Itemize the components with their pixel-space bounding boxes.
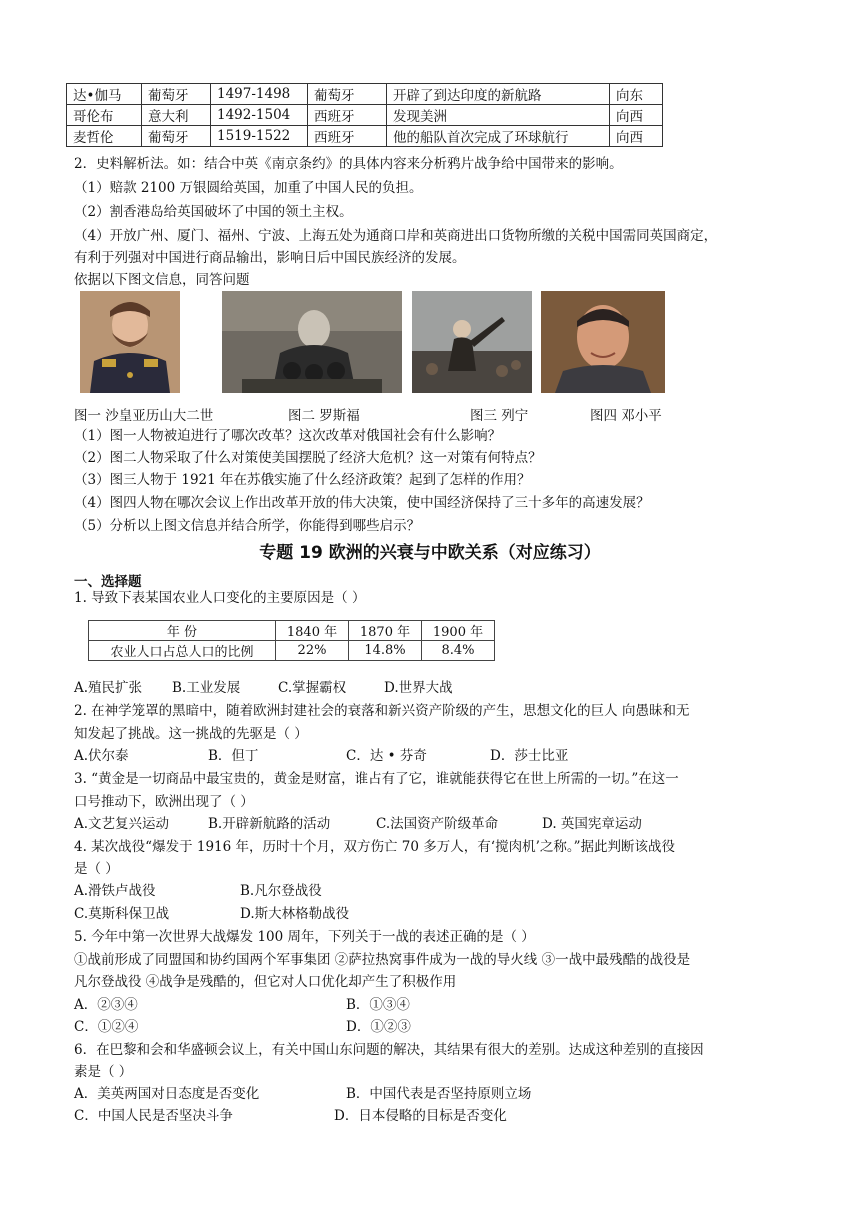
q4-option-d: D.斯大林格勒战役 [240, 906, 350, 922]
method-point-4a: （4）开放广州、厦门、福州、宁波、上海五处为通商口岸和英商进出口货物所缴的关税中国需同英国商定， [74, 228, 718, 244]
q6-option-b: B．中国代表是否坚持原则立场 [346, 1086, 532, 1102]
caption-3: 图三 列宁 [470, 408, 529, 424]
table-cell: 向东 [610, 84, 663, 105]
portrait-deng-xiaoping [541, 291, 665, 393]
q1-option-d: D.世界大战 [384, 680, 453, 696]
q4-stem-b: 是（ ） [74, 861, 119, 877]
q4-option-c: C.莫斯科保卫战 [74, 906, 170, 922]
section-heading: 一、选择题 [74, 574, 142, 590]
q1-option-b: B.工业发展 [172, 680, 241, 696]
table-cell: 西班牙 [308, 105, 387, 126]
q4-stem-a: 4. 某次战役“爆发于 1916 年，历时十个月，双方伤亡 70 多万人，有‘搅肉机’之称。”据此判断该战役 [74, 839, 676, 855]
q5-option-a: A．②③④ [74, 997, 138, 1013]
table-cell: 西班牙 [308, 126, 387, 147]
caption-1: 图一 沙皇亚历山大二世 [74, 408, 214, 424]
agri-population-table [88, 620, 495, 661]
table-cell: 8.4% [422, 641, 495, 661]
method-point-4b: 有利于列强对中国进行商品输出，影响日后中国民族经济的发展。 [74, 250, 466, 266]
method-point-2: （2）割香港岛给英国破坏了中国的领土主权。 [74, 204, 353, 220]
table-cell: 发现美洲 [387, 105, 610, 126]
photo-question-3: （3）图三人物于 1921 年在苏俄实施了什么经济政策？起到了怎样的作用？ [74, 472, 531, 488]
q2-stem-a: 2. 在神学笼罩的黑暗中，随着欧洲封建社会的衰落和新兴资产阶级的产生，思想文化的巨人 向愚昧和无 [74, 703, 690, 719]
table-cell: 农业人口占总人口的比例 [89, 641, 276, 661]
photo-question-1: （1）图一人物被迫进行了哪次改革？这次改革对俄国社会有什么影响？ [74, 428, 502, 444]
photo-question-4: （4）图四人物在哪次会议上作出改革开放的伟大决策，使中国经济保持了三十多年的高速发展？ [74, 495, 650, 511]
q5-stem: 5. 今年中第一次世界大战爆发 100 周年，下列关于一战的表述正确的是（ ） [74, 929, 535, 945]
q6-option-d: D．日本侵略的目标是否变化 [334, 1108, 507, 1124]
photo-roosevelt [222, 291, 402, 393]
q4-option-b: B.凡尔登战役 [240, 883, 322, 899]
q2-option-b: B．但丁 [208, 748, 259, 764]
table-cell: 葡萄牙 [308, 84, 387, 105]
q3-option-d: D. 英国宪章运动 [542, 816, 642, 832]
portrait-alexander-ii [80, 291, 180, 393]
photo-lenin [412, 291, 532, 393]
q2-option-a: A.伏尔泰 [74, 748, 129, 764]
q2-stem-b: 知发起了挑战。这一挑战的先驱是（ ） [74, 726, 308, 742]
table-cell: 葡萄牙 [142, 126, 211, 147]
table-cell: 开辟了到达印度的新航路 [387, 84, 610, 105]
q2-option-d: D．莎士比亚 [490, 748, 569, 764]
method-heading: 2．史料解析法。如：结合中英《南京条约》的具体内容来分析鸦片战争给中国带来的影响。 [74, 156, 623, 172]
caption-2: 图二 罗斯福 [288, 408, 360, 424]
caption-4: 图四 邓小平 [590, 408, 662, 424]
table-cell: 他的船队首次完成了环球航行 [387, 126, 610, 147]
table-row [67, 105, 663, 126]
table-header-cell: 1870 年 [349, 621, 422, 641]
table-header-cell: 1900 年 [422, 621, 495, 641]
photo-question-2: （2）图二人物采取了什么对策使美国摆脱了经济大危机？这一对策有何特点？ [74, 450, 542, 466]
q3-option-b: B.开辟新航路的活动 [208, 816, 331, 832]
table-cell: 哥伦布 [67, 105, 142, 126]
q6-stem-a: 6．在巴黎和会和华盛顿会议上，有关中国山东问题的解决，其结果有很大的差别。达成这种差别的直接因 [74, 1042, 704, 1058]
q1-option-c: C.掌握霸权 [278, 680, 347, 696]
method-point-1: （1）赔款 2100 万银圆给英国，加重了中国人民的负担。 [74, 180, 423, 196]
photo-prompt: 依据以下图文信息，同答问题 [74, 272, 250, 288]
photo-question-5: （5）分析以上图文信息并结合所学，你能得到哪些启示？ [74, 518, 421, 534]
explorers-table [66, 83, 663, 147]
q5-items-a: ①战前形成了同盟国和协约国两个军事集团 ②萨拉热窝事件成为一战的导火线 ③一战中最残酷的战役是 [74, 952, 691, 968]
q5-option-d: D．①②③ [346, 1019, 411, 1035]
table-cell: 意大利 [142, 105, 211, 126]
q3-option-c: C.法国资产阶级革命 [376, 816, 499, 832]
table-cell: 1492-1504 [211, 105, 308, 126]
table-cell: 麦哲伦 [67, 126, 142, 147]
q3-option-a: A.文艺复兴运动 [74, 816, 170, 832]
table-cell: 达•伽马 [67, 84, 142, 105]
page-title: 专题 19 欧洲的兴衰与中欧关系（对应练习） [259, 543, 601, 563]
table-header-cell: 年 份 [89, 621, 276, 641]
q3-stem-a: 3. “黄金是一切商品中最宝贵的，黄金是财富，谁占有了它，谁就能获得它在世上所需的一切。”在这一 [74, 771, 679, 787]
table-cell: 向西 [610, 105, 663, 126]
table-cell: 向西 [610, 126, 663, 147]
table-header-cell: 1840 年 [276, 621, 349, 641]
table-cell: 葡萄牙 [142, 84, 211, 105]
q6-stem-b: 素是（ ） [74, 1064, 133, 1080]
table-row [67, 126, 663, 147]
q3-stem-b: 口号推动下，欧洲出现了（ ） [74, 794, 254, 810]
q5-option-b: B．①③④ [346, 997, 410, 1013]
q6-option-c: C．中国人民是否坚决斗争 [74, 1108, 233, 1124]
q1-option-a: A.殖民扩张 [74, 680, 143, 696]
q6-option-a: A．美英两国对日态度是否变化 [74, 1086, 260, 1102]
q5-items-b: 凡尔登战役 ④战争是残酷的，但它对人口优化却产生了积极作用 [74, 974, 457, 990]
q2-option-c: C．达 • 芬奇 [346, 748, 427, 764]
table-cell: 22% [276, 641, 349, 661]
q4-option-a: A.滑铁卢战役 [74, 883, 156, 899]
table-row [67, 84, 663, 105]
q5-option-c: C．①②④ [74, 1019, 139, 1035]
table-cell: 1519-1522 [211, 126, 308, 147]
table-cell: 1497-1498 [211, 84, 308, 105]
table-cell: 14.8% [349, 641, 422, 661]
q1-stem: 1. 导致下表某国农业人口变化的主要原因是（ ） [74, 590, 366, 606]
